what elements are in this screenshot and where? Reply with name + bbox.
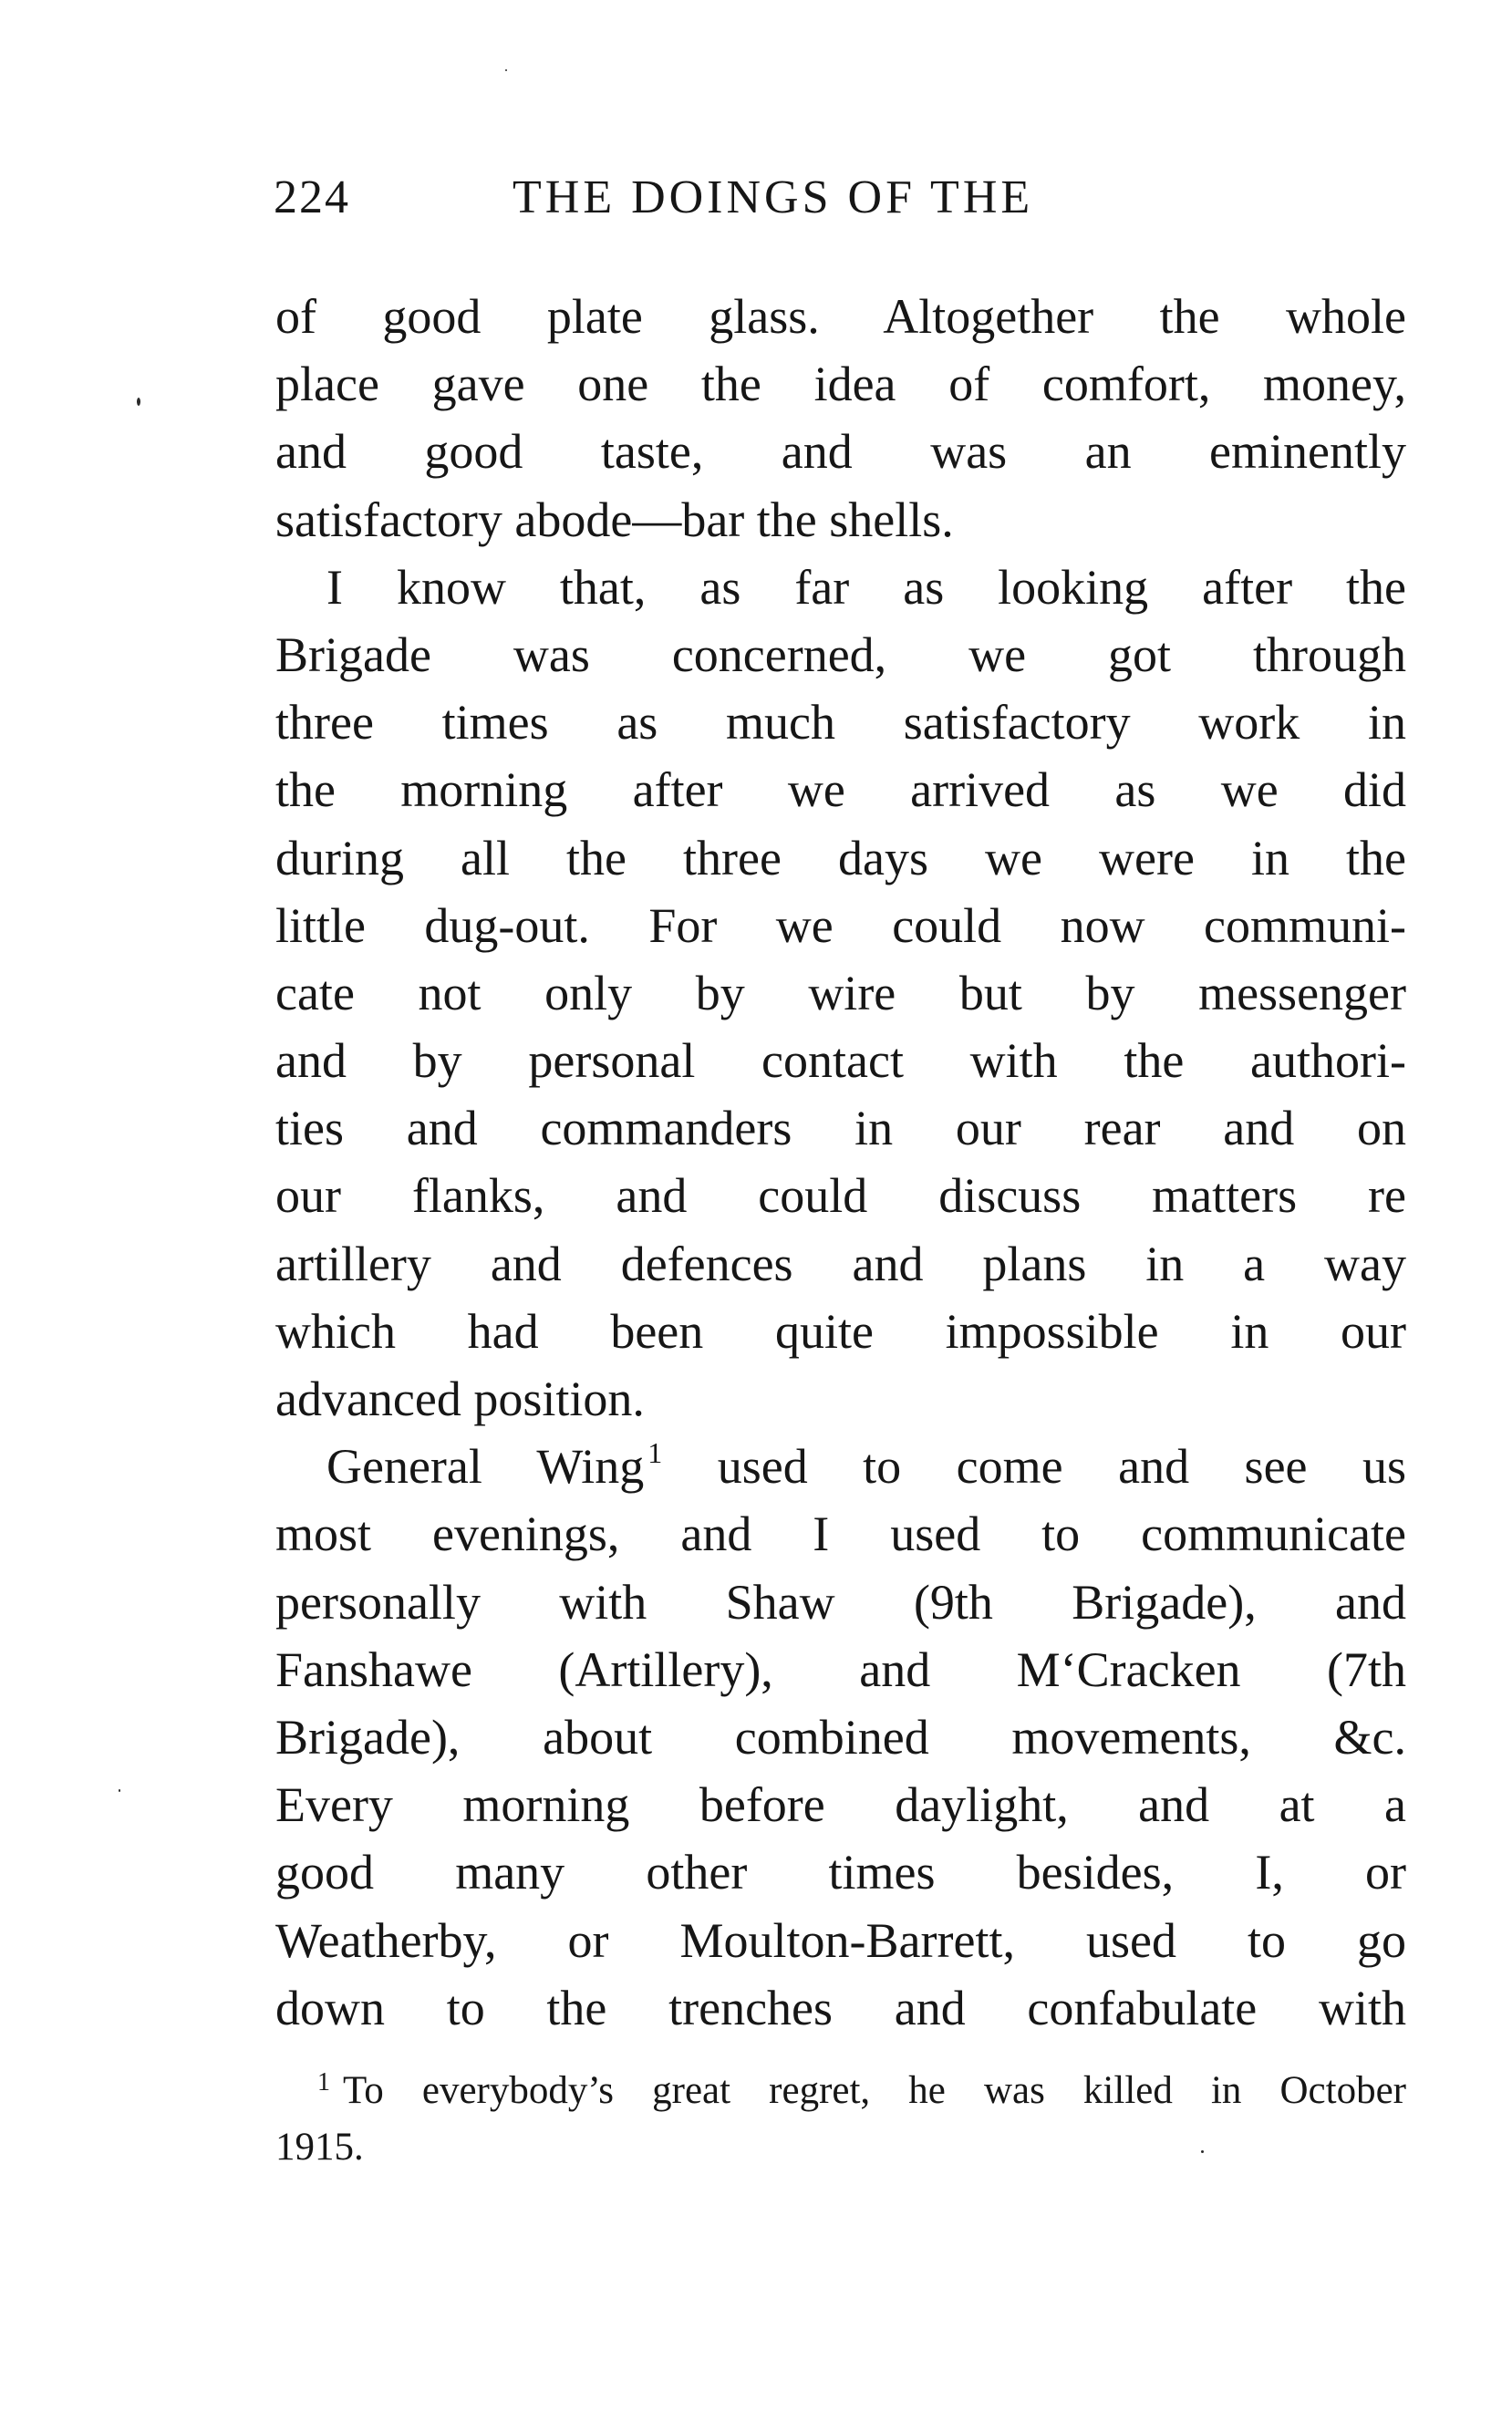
text-line: I know that, as far as looking after the: [326, 559, 1406, 615]
page-number: 224: [274, 171, 350, 223]
footnote-line: 1915.: [275, 2126, 364, 2169]
text-line: little dug-out. For we could now communi-: [275, 897, 1406, 953]
footnote-reference: 1: [647, 1436, 663, 1470]
text-line: place gave one the idea of comfort, money,: [275, 357, 1406, 412]
text-line: Brigade was concerned, we got through: [275, 626, 1406, 682]
text-line: which had been quite impossible in our: [275, 1303, 1406, 1359]
text-line: satisfactory abode—bar the shells.: [275, 492, 954, 547]
footnote-marker: 1: [317, 2068, 330, 2097]
text-line: Fanshawe (Artillery), and M‘Cracken (7th: [275, 1641, 1406, 1697]
scan-speck: [137, 398, 140, 406]
footnote-line: [275, 2063, 1406, 2119]
scan-speck: [119, 1789, 120, 1792]
text-line: cate not only by wire but by messenger: [275, 965, 1406, 1020]
text-line: Brigade), about combined movements, &c.: [275, 1709, 1406, 1765]
text-line: during all the three days we were in the: [275, 830, 1406, 885]
page-header: [274, 166, 1186, 230]
text-line: and good taste, and was an eminently: [275, 424, 1406, 480]
text-line: good many other times besides, I, or: [275, 1845, 1406, 1900]
text-line: artillery and defences and plans in a way: [275, 1236, 1406, 1291]
text-line: advanced position.: [275, 1372, 645, 1426]
text-line-with-footnote-ref: [275, 1433, 1406, 1500]
footnote-text: To everybody’s great regret, he was killed in October: [343, 2069, 1406, 2112]
text-line: three times as much satisfactory work in: [275, 695, 1406, 751]
text-line: Weatherby, or Moulton-Barrett, used to go: [275, 1912, 1406, 1968]
text-line: Every morning before daylight, and at a: [275, 1777, 1406, 1833]
scan-speck: [1201, 2150, 1204, 2153]
text-line: our flanks, and could discuss matters re: [275, 1168, 1406, 1224]
scan-speck: [505, 69, 507, 71]
text-line-rest: used to come and see us: [662, 1439, 1407, 1495]
text-line-start: General Wing: [326, 1439, 645, 1495]
text-line: down to the trenches and confabulate with: [275, 1980, 1406, 2035]
running-head: THE DOINGS OF THE: [513, 171, 1034, 223]
text-line: ties and commanders in our rear and on: [275, 1101, 1406, 1156]
body-text: [275, 283, 1406, 2042]
text-line: of good plate glass. Altogether the whole: [275, 289, 1406, 344]
text-line: personally with Shaw (9th Brigade), and: [275, 1574, 1406, 1630]
text-line: the morning after we arrived as we did: [275, 762, 1406, 818]
footnote: [275, 2063, 1406, 2176]
text-line: most evenings, and I used to communicate: [275, 1506, 1406, 1562]
text-line: and by personal contact with the authori-: [275, 1033, 1406, 1089]
